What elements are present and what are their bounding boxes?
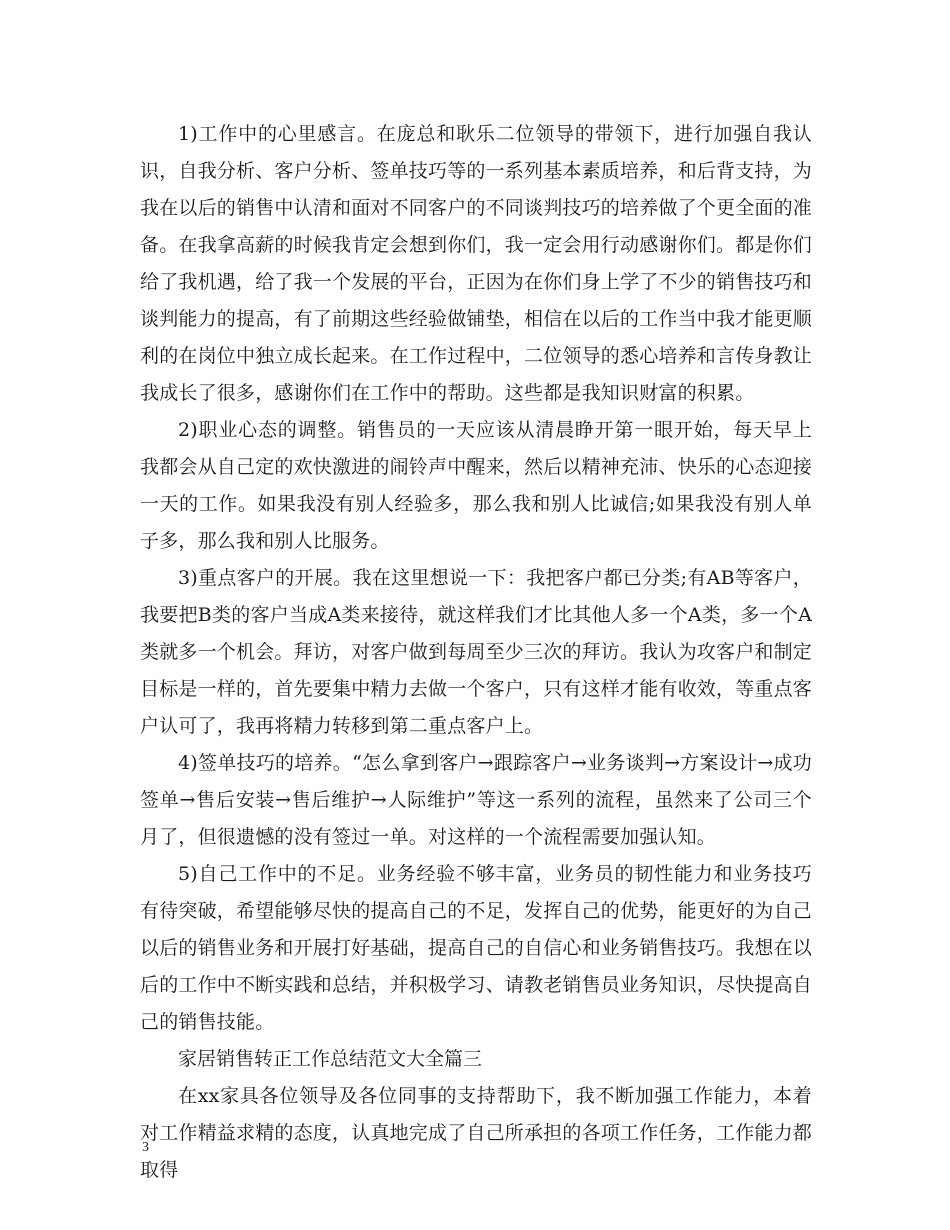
paragraph-5: 5)自己工作中的不足。业务经验不够丰富，业务员的韧性能力和业务技巧有待突破，希望能够尽快的提高自己的不足，发挥自己的优势，能更好的为自己以后的销售业务和开展打好基础，提高自己的自信心和业务销售技巧。我想在以后的工作中不断实践和总结，并积极学习、请教老销售员业务知识，尽快提高自己的销售技能。 [140,863,813,1033]
paragraph-3: 3)重点客户的开展。我在这里想说一下：我把客户都已分类;有AB等客户，我要把B类的客户当成A类来接待，就这样我们才比其他人多一个A类，多一个A类就多一个机会。拜访，对客户做到每周至少三次的拜访。我认为攻客户和制定目标是一样的，首先要集中精力去做一个客户，只有这样才能有收效，等重点客户认可了，我再将精力转移到第二重点客户上。 [140,567,813,737]
closing-paragraph: 在xx家具各位领导及各位同事的支持帮助下，我不断加强工作能力，本着对工作精益求精的态度，认真地完成了自己所承担的各项工作任务，工作能力都取得 [140,1085,813,1181]
page-number: 3 [142,1140,149,1155]
section-heading: 家居销售转正工作总结范文大全篇三 [178,1048,483,1070]
paragraph-2: 2)职业心态的调整。销售员的一天应该从清晨睁开第一眼开始，每天早上我都会从自己定的欢快激进的闹铃声中醒来，然后以精神充沛、快乐的心态迎接一天的工作。如果我没有别人经验多，那么我和别人比诚信;如果我没有别人单子多，那么我和别人比服务。 [140,419,813,552]
paragraph-1: 1)工作中的心里感言。在庞总和耿乐二位领导的带领下，进行加强自我认识，自我分析、客户分析、签单技巧等的一系列基本素质培养，和后背支持，为我在以后的销售中认清和面对不同客户的不同谈判技巧的培养做了个更全面的准备。在我拿高薪的时候我肯定会想到你们，我一定会用行动感谢你们。都是你们给了我机遇，给了我一个发展的平台，正因为在你们身上学了不少的销售技巧和谈判能力的提高，有了前期这些经验做铺垫，相信在以后的工作当中我才能更顺利的在岗位中独立成长起来。在工作过程中，二位领导的悉心培养和言传身教让我成长了很多，感谢你们在工作中的帮助。这些都是我知识财富的积累。 [140,123,813,404]
document-body [140,116,812,1189]
paragraph-4: 4)签单技巧的培养。“怎么拿到客户→跟踪客户→业务谈判→方案设计→成功签单→售后安装→售后维护→人际维护”等这一系列的流程，虽然来了公司三个月了，但很遗憾的没有签过一单。对这样的一个流程需要加强认知。 [140,752,812,848]
